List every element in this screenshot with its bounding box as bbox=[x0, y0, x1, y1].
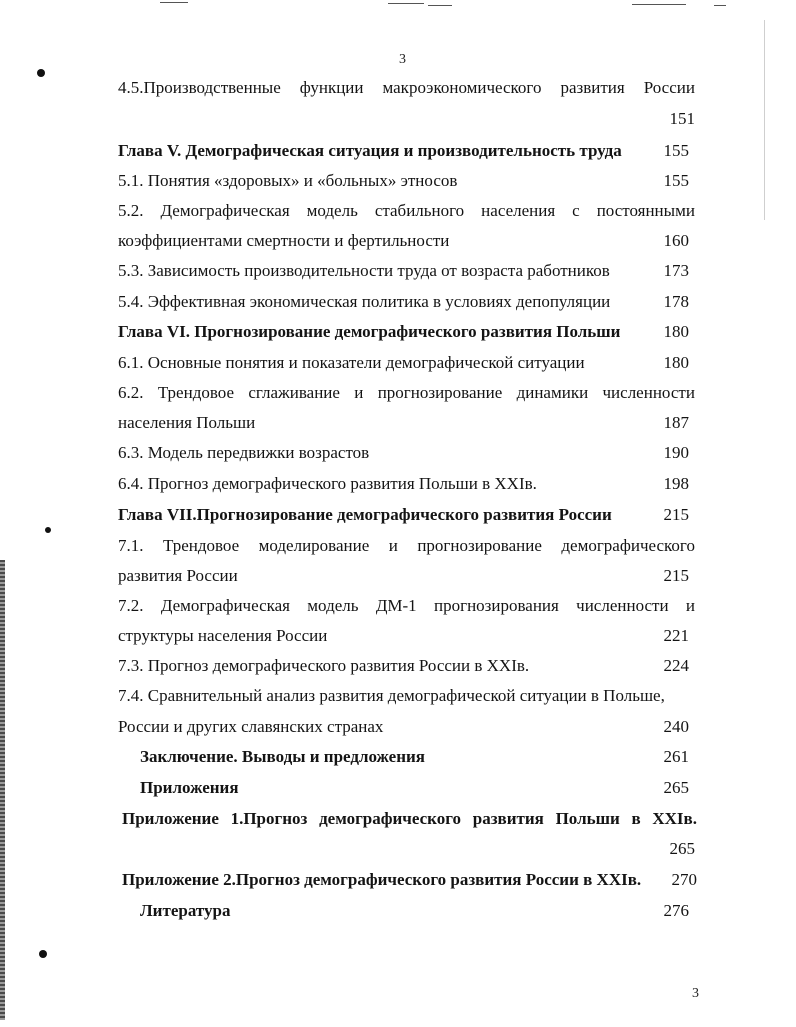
scan-mark bbox=[632, 4, 686, 5]
toc-entry-7-2-cont: структуры населения России 221 bbox=[118, 626, 689, 645]
scan-mark bbox=[160, 2, 188, 3]
toc-appendix-1-page: 265 bbox=[669, 839, 695, 858]
toc-page-4-5: 151 bbox=[669, 109, 695, 128]
toc-entry-4-5: 4.5.Производственные функции макроэкономического развития России bbox=[118, 78, 695, 97]
toc-entry-7-1-cont: развития России 215 bbox=[118, 566, 689, 585]
toc-entry-5-3: 5.3. Зависимость производительности труда от возраста работников 173 bbox=[118, 261, 689, 280]
punch-hole-mark bbox=[37, 69, 45, 77]
toc-chapter-5: Глава V. Демографическая ситуация и производительность труда 155 bbox=[118, 141, 689, 160]
scan-mark bbox=[388, 3, 424, 4]
toc-entry-6-1: 6.1. Основные понятия и показатели демографической ситуации 180 bbox=[118, 353, 689, 372]
toc-entry-5-4: 5.4. Эффективная экономическая политика в условиях депопуляции 178 bbox=[118, 292, 689, 311]
page-number-top: 3 bbox=[399, 52, 406, 67]
binding-edge bbox=[0, 560, 5, 1020]
toc-entry-7-1: 7.1. Трендовое моделирование и прогнозирование демографического bbox=[118, 536, 695, 555]
toc-entry-6-2: 6.2. Трендовое сглаживание и прогнозирование динамики численности bbox=[118, 383, 695, 402]
scan-mark bbox=[428, 5, 452, 6]
toc-entry-5-1: 5.1. Понятия «здоровых» и «больных» этносов 155 bbox=[118, 171, 689, 190]
scan-mark bbox=[714, 5, 726, 6]
toc-chapter-7: Глава VII.Прогнозирование демографического развития России 215 bbox=[118, 505, 689, 524]
punch-hole-mark bbox=[45, 527, 51, 533]
toc-entry-7-4: 7.4. Сравнительный анализ развития демографической ситуации в Польше, bbox=[118, 686, 665, 705]
toc-chapter-6: Глава VI. Прогнозирование демографического развития Польши 180 bbox=[118, 322, 689, 341]
page-number-bottom: 3 bbox=[692, 986, 699, 1001]
toc-appendix-2: Приложение 2.Прогноз демографического развития России в XXIв. 270 bbox=[122, 870, 697, 889]
toc-literature: Литература 276 bbox=[140, 901, 689, 920]
toc-entry-5-2-cont: коэффициентами смертности и фертильности 160 bbox=[118, 231, 689, 250]
toc-entry-6-2-cont: населения Польши 187 bbox=[118, 413, 689, 432]
toc-entry-7-2: 7.2. Демографическая модель ДМ-1 прогнозирования численности и bbox=[118, 596, 695, 615]
toc-appendices: Приложения 265 bbox=[140, 778, 689, 797]
toc-conclusion: Заключение. Выводы и предложения 261 bbox=[140, 747, 689, 766]
toc-appendix-1: Приложение 1.Прогноз демографического развития Польши в XXIв. bbox=[122, 809, 697, 828]
toc-entry-7-3: 7.3. Прогноз демографического развития России в XXIв. 224 bbox=[118, 656, 689, 675]
toc-entry-6-3: 6.3. Модель передвижки возрастов 190 bbox=[118, 443, 689, 462]
scan-edge bbox=[764, 20, 765, 220]
toc-entry-6-4: 6.4. Прогноз демографического развития Польши в XXIв. 198 bbox=[118, 474, 689, 493]
toc-entry-5-2: 5.2. Демографическая модель стабильного населения с постоянными bbox=[118, 201, 695, 220]
toc-entry-7-4-cont: России и других славянских странах 240 bbox=[118, 717, 689, 736]
punch-hole-mark bbox=[39, 950, 47, 958]
